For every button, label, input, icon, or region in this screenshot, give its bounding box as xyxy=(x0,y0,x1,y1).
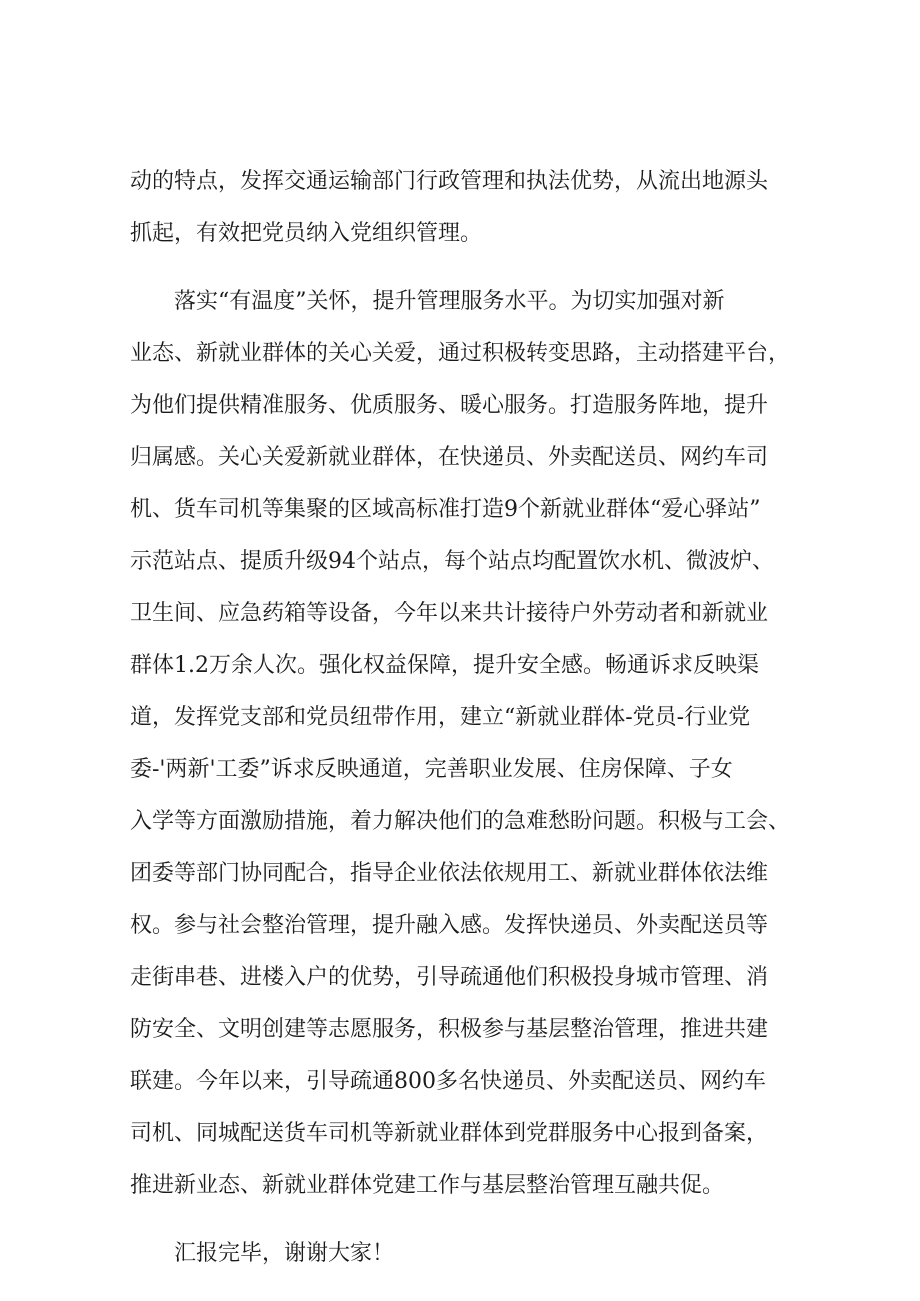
text-line: 归属感。关心关爱新就业群体，在快递员、外卖配送员、网约车司 xyxy=(130,445,769,470)
text-line: 推进新业态、新就业群体党建工作与基层整治管理互融共促。 xyxy=(130,1173,725,1198)
text-line: 防安全、文明创建等志愿服务，积极参与基层整治管理，推进共建 xyxy=(130,1017,769,1042)
document-body xyxy=(130,156,800,1280)
text-line: 权。参与社会整治管理，提升融入感。发挥快递员、外卖配送员等 xyxy=(130,913,769,938)
text-line: 为他们提供精准服务、优质服务、暖心服务。打造服务阵地，提升 xyxy=(130,393,769,418)
text-line: 示范站点、提质升级94个站点，每个站点均配置饮水机、微波炉、 xyxy=(130,549,774,574)
paragraph xyxy=(130,156,800,260)
text-line: 落实“有温度”关怀，提升管理服务水平。为切实加强对新 xyxy=(174,289,725,314)
text-line: 机、货车司机等集聚的区域高标准打造9个新就业群体“爱心驿站” xyxy=(130,497,761,522)
text-line: 入学等方面激励措施，着力解决他们的急难愁盼问题。积极与工会、 xyxy=(130,809,791,834)
paragraph-spacer xyxy=(130,1212,800,1228)
text-line: 汇报完毕，谢谢大家！ xyxy=(174,1241,395,1266)
paragraph-spacer xyxy=(130,260,800,276)
text-line: 群体1.2万余人次。强化权益保障，提升安全感。畅通诉求反映渠 xyxy=(130,653,759,678)
text-line: 联建。今年以来，引导疏通800多名快递员、外卖配送员、网约车 xyxy=(130,1069,766,1094)
text-line: 走街串巷、进楼入户的优势，引导疏通他们积极投身城市管理、消 xyxy=(130,965,769,990)
paragraph xyxy=(130,1228,800,1280)
text-line: 卫生间、应急药箱等设备，今年以来共计接待户外劳动者和新就业 xyxy=(130,601,769,626)
text-line: 司机、同城配送货车司机等新就业群体到党群服务中心报到备案， xyxy=(130,1121,769,1146)
text-line: 道，发挥党支部和党员纽带作用，建立“新就业群体-党员-行业党 xyxy=(130,705,751,730)
paragraph xyxy=(130,276,800,1212)
text-line: 动的特点，发挥交通运输部门行政管理和执法优势，从流出地源头 xyxy=(130,169,769,194)
text-line: 业态、新就业群体的关心关爱，通过积极转变思路，主动搭建平台， xyxy=(130,341,791,366)
text-line: 团委等部门协同配合，指导企业依法依规用工、新就业群体依法维 xyxy=(130,861,769,886)
text-line: 抓起，有效把党员纳入党组织管理。 xyxy=(130,221,483,246)
text-line: 委-'两新'工委”诉求反映通道，完善职业发展、住房保障、子女 xyxy=(130,757,733,782)
